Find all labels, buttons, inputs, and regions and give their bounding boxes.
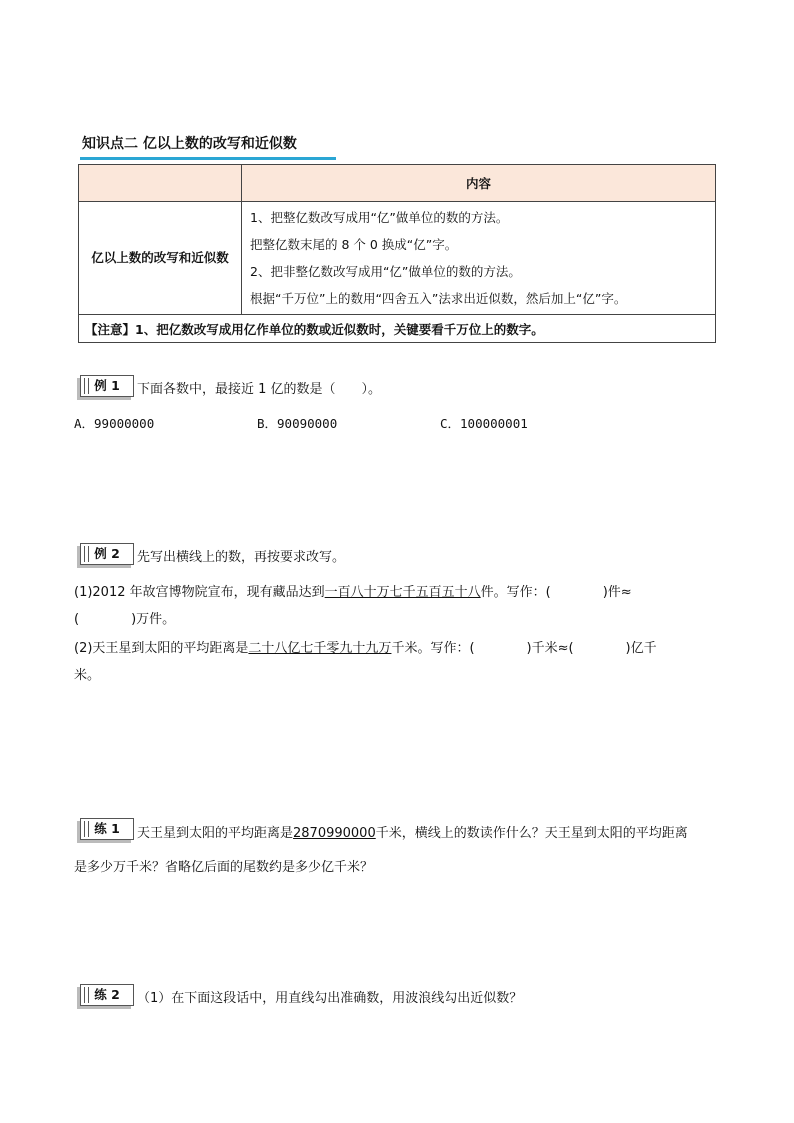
practice1-tag: 练 1 [80, 818, 134, 840]
practice1-text: 千米，横线上的数读作什么？天王星到太阳的平均距离 [375, 826, 688, 841]
content-line: 1、把整亿数改写成用“亿”做单位的数的方法。 [250, 210, 509, 225]
content-cell [242, 202, 716, 315]
example2-part1 [74, 581, 632, 600]
underlined-number: 二十八亿七千零九十九万 [248, 641, 392, 656]
option-b: B．90090000 [257, 416, 338, 431]
option-a: A．99000000 [74, 416, 155, 431]
note-cell: 【注意】1、把亿数改写成用亿作单位的数或近似数时，关键要看千万位上的数字。 [79, 315, 716, 343]
table-row [79, 202, 716, 315]
topic-cell: 亿以上数的改写和近似数 [79, 202, 242, 315]
example2-part2-text: (2)天王星到太阳的平均距离是 [74, 641, 249, 656]
option-c: C．100000001 [440, 416, 528, 431]
example2-part1-text: (1)2012 年故宫博物院宣布，现有藏品达到 [74, 585, 325, 600]
practice2-tag: 练 2 [80, 984, 134, 1006]
example2-part1-cont: ( )万件。 [74, 612, 176, 627]
underlined-number: 2870990000 [293, 826, 376, 841]
content-line: 2、把非整亿数改写成用“亿”做单位的数的方法。 [250, 264, 521, 279]
table-header-row [79, 165, 716, 202]
example2-part2-text: 千米。写作：( )千米≈( )亿千 [391, 641, 657, 656]
example2-tag: 例 2 [80, 543, 134, 565]
content-line: 把整亿数末尾的 8 个 0 换成“亿”字。 [250, 237, 458, 252]
header-empty-cell [79, 165, 242, 202]
example2-part1-text: 件。写作：( )件≈ [480, 585, 632, 600]
example2-part2-cont: 米。 [74, 668, 101, 683]
practice1-text: 天王星到太阳的平均距离是 [137, 826, 294, 841]
practice2-question: （1）在下面这段话中，用直线勾出准确数，用波浪线勾出近似数？ [137, 991, 523, 1006]
content-line: 根据“千万位”上的数用“四舍五入”法求出近似数，然后加上“亿”字。 [250, 291, 627, 306]
underlined-number: 一百八十万七千五百五十八 [324, 585, 481, 600]
practice1-line2: 是多少万千米？省略亿后面的尾数约是多少亿千米？ [74, 860, 374, 875]
example1-question: 下面各数中，最接近 1 亿的数是（ ）。 [137, 382, 382, 397]
note-row [79, 315, 716, 343]
section-title: 知识点二 亿以上数的改写和近似数 [80, 133, 336, 160]
example2-question: 先写出横线上的数，再按要求改写。 [137, 550, 346, 565]
example2-part2 [74, 637, 657, 656]
example1-tag: 例 1 [80, 375, 134, 397]
header-content-cell: 内容 [242, 165, 716, 202]
practice1-line1 [137, 822, 688, 841]
knowledge-table [78, 164, 716, 343]
